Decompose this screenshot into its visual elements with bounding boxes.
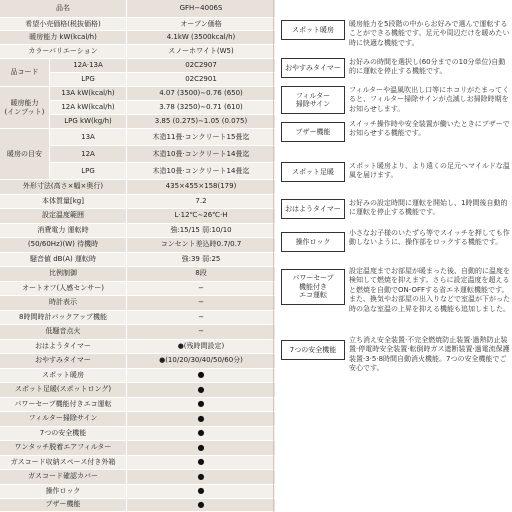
feature-name-box: 操作ロック [281, 232, 345, 252]
spec-row [0, 441, 275, 456]
spec-sub-row [50, 129, 275, 146]
feature-description: お好みの設定時間に運転を開始し、1時間後自動的に運転を停止する機能です。 [349, 199, 508, 217]
spec-label: 12A kW(kcal/h) [50, 101, 127, 114]
spec-row [0, 311, 275, 326]
feature-item [281, 229, 512, 252]
spec-row [0, 412, 275, 427]
feature-description: 立ち消え安全装置·不完全燃焼防止装置·過熱防止装置·停電時安全装置·転倒時ガス遮断装置·過電流保護装置·3·5·8時間自動消火機能。7つの安全機能でご安心です。 [349, 336, 510, 373]
spec-label: パワーセーブ機能付きエコ運転 [0, 398, 127, 412]
spec-value: 7.2 [127, 195, 275, 209]
feature-description: スイッチ操作時や安全装置が働いたときにブザーでお知らせする機能です。 [349, 120, 510, 138]
spec-value: ● [127, 470, 275, 484]
feature-name-box: パワーセーブ 機能付き エコ運転 [281, 269, 345, 305]
feature-description: スポット暖房より、より遠くの足元へマイルドな温風を届けます。 [349, 162, 510, 180]
spec-row [0, 427, 275, 442]
group-label-room-size: 暖房の目安 [0, 129, 50, 180]
feature-name-box: おやすみタイマー [281, 58, 345, 78]
spec-value: ● [127, 485, 275, 498]
feature-item [281, 162, 512, 182]
spec-value: 4.07 (3500)∼0.76 (650) [127, 87, 275, 100]
spec-value: ● [127, 369, 275, 383]
spec-value: オープン価格 [127, 18, 275, 30]
spec-label: 希望小売価格(税抜価格) [0, 18, 127, 30]
spec-label: フィルター掃除サイン [0, 412, 127, 426]
spec-sub-row [50, 163, 275, 180]
spec-label: 12A·13A [50, 59, 127, 72]
spec-row [0, 485, 275, 499]
spec-label: 本体質量[kg] [0, 195, 127, 209]
feature-name-box: ブザー機能 [281, 122, 345, 142]
spec-row [0, 282, 275, 297]
spec-value: − [127, 325, 275, 339]
feature-name-box: 7つの安全機能 [281, 340, 345, 360]
spec-row [0, 456, 275, 471]
spec-value: 435×455×158(179) [127, 180, 275, 194]
feature-description: 暖房能力を5段階の中からお好みで選んで運転することができる機能です。足元や周辺だけを暖めたい時に快適な機能です。 [349, 20, 510, 47]
spec-sub-row [50, 146, 275, 163]
spec-label: スポット暖房 [0, 369, 127, 383]
spec-value: 8段 [127, 267, 275, 281]
spec-value: 木造10畳·コンクリート14畳迄 [127, 146, 275, 162]
spec-value: ● [127, 383, 275, 397]
spec-value: 02C2901 [127, 73, 275, 86]
spec-value: 強:39 弱:25 [127, 253, 275, 267]
spec-value: 02C2907 [127, 59, 275, 72]
spec-sub-row [50, 87, 275, 101]
spec-value: − [127, 311, 275, 325]
spec-value: 3.85 (0.275)∼1.05 (0.075) [127, 115, 275, 128]
spec-label: 消費電力 運転時 [0, 224, 127, 238]
spec-sub-row [50, 115, 275, 129]
feature-name-box: フィルター 掃除サイン [281, 86, 345, 114]
spec-value: GFH−4006S [127, 0, 275, 17]
spec-value: 3.78 (3250)∼0.71 (610) [127, 101, 275, 114]
spec-row [0, 253, 275, 268]
spec-row [0, 45, 275, 59]
spec-row [0, 31, 275, 45]
spec-label: カラーバリエーション [0, 45, 127, 58]
spec-label: 7つの安全機能 [0, 427, 127, 441]
spec-row [0, 18, 275, 31]
spec-row [0, 369, 275, 384]
spec-label: 13A [50, 129, 127, 145]
spec-row [0, 470, 275, 485]
spec-label: ブザー機能 [0, 499, 127, 512]
spec-label: LPG [50, 163, 127, 179]
feature-item [281, 336, 512, 374]
spec-label: 暖房能力 kW(kcal/h) [0, 31, 127, 44]
spec-label: オートオフ(人感センサー) [0, 282, 127, 296]
feature-item [281, 58, 512, 78]
spec-row [0, 398, 275, 413]
spec-value: ●(残時間設定) [127, 340, 275, 354]
spec-value: − [127, 296, 275, 310]
feature-description: 設定温度までお部屋が暖まった後、自動的に温度を検知して燃焼を抑えます。さらに設定温度を超えると燃焼を自動でON-OFFする省エネ運転機能です。また、換気やお部屋の出入りなどで室温が下がった時の急な室温の上昇を抑える機能も追加しました。 [349, 267, 510, 313]
column-divider [273, 0, 274, 512]
feature-item [281, 267, 512, 314]
spec-label: ワンタッチ脱着エアフィルター [0, 441, 127, 455]
group-label-capacity: 暖房能力 (インプット) [0, 87, 50, 129]
spec-label: 設定温度範囲 [0, 209, 127, 223]
spec-value: 木造10畳·コンクリート14畳迄 [127, 163, 275, 179]
spec-label: 低騒音点火 [0, 325, 127, 339]
spec-label: LPG kW(kg/h) [50, 115, 127, 128]
spec-value: 強:15/15 弱:10/10 [127, 224, 275, 238]
spec-label: 品名 [0, 0, 127, 17]
spec-label: 外形寸法(高さ×幅×奥行) [0, 180, 127, 194]
spec-label: 12A [50, 146, 127, 162]
spec-value: ● [127, 441, 275, 455]
spec-label: ガスコード確認カバー [0, 470, 127, 484]
spec-value: ● [127, 398, 275, 412]
spec-label: LPG [50, 73, 127, 86]
spec-label: ガスコード収納スペース付き外箱 [0, 456, 127, 470]
spec-value: ●(10/20/30/40/50/60分) [127, 354, 275, 368]
spec-row [0, 354, 275, 369]
spec-row [0, 296, 275, 311]
spec-row [0, 0, 275, 18]
spec-label: 比例制御 [0, 267, 127, 281]
feature-name-box: おはようタイマー [281, 199, 345, 219]
spec-value: − [127, 282, 275, 296]
spec-value: スノーホワイト(W5) [127, 45, 275, 58]
spec-value: ● [127, 499, 275, 512]
spec-value: ● [127, 456, 275, 470]
spec-value: 木造11畳·コンクリート15畳迄 [127, 129, 275, 145]
spec-label: 騒音値 dB(A) 運転時 [0, 253, 127, 267]
feature-description: お好みの時間を選択し(60分までの10分単位)自動的に運転を停止する機能です。 [349, 58, 506, 76]
feature-description: フィルターや温風吹出し口等にホコリがたまってくると、フィルター掃除サインが点滅しお掃除時期をお知らせします。 [349, 86, 510, 113]
spec-label: おやすみタイマー [0, 354, 127, 368]
spec-row [0, 499, 275, 512]
spec-value: L·12℃∼26℃·H [127, 209, 275, 223]
spec-value: 4.1kW (3500kcal/h) [127, 31, 275, 44]
spec-row [0, 195, 275, 210]
spec-label: スポット足暖(スポットロング) [0, 383, 127, 397]
spec-value: ● [127, 412, 275, 426]
feature-item [281, 86, 512, 114]
spec-value: コンセント差込時0.7/0.7 [127, 238, 275, 252]
spec-sub-row [50, 101, 275, 115]
spec-label: (50/60Hz)(W) 待機時 [0, 238, 127, 252]
spec-row [0, 224, 275, 239]
spec-sub-row [50, 59, 275, 73]
spec-row [0, 267, 275, 282]
feature-name-box: スポット暖房 [281, 20, 345, 40]
spec-row [0, 238, 275, 253]
feature-name-box: スポット足暖 [281, 162, 345, 182]
spec-row [0, 383, 275, 398]
spec-value: ● [127, 427, 275, 441]
spec-label: 13A kW(kcal/h) [50, 87, 127, 100]
spec-row [0, 209, 275, 224]
spec-label: おはようタイマー [0, 340, 127, 354]
spec-sub-row [50, 73, 275, 87]
feature-description: 小さなお子様のいたずら等でスイッチを押しても作動しないように、操作部をロックする機能です。 [349, 229, 510, 247]
feature-list [281, 0, 512, 512]
spec-row [0, 340, 275, 355]
feature-item [281, 120, 512, 142]
spec-label: 8時間時計バックアップ機能 [0, 311, 127, 325]
feature-item [281, 20, 512, 48]
group-label-gas-code: 品コード [0, 59, 50, 87]
spec-row [0, 180, 275, 195]
spec-row [0, 325, 275, 340]
spec-label: 時計表示 [0, 296, 127, 310]
spec-label: 操作ロック [0, 485, 127, 498]
feature-item [281, 199, 512, 219]
